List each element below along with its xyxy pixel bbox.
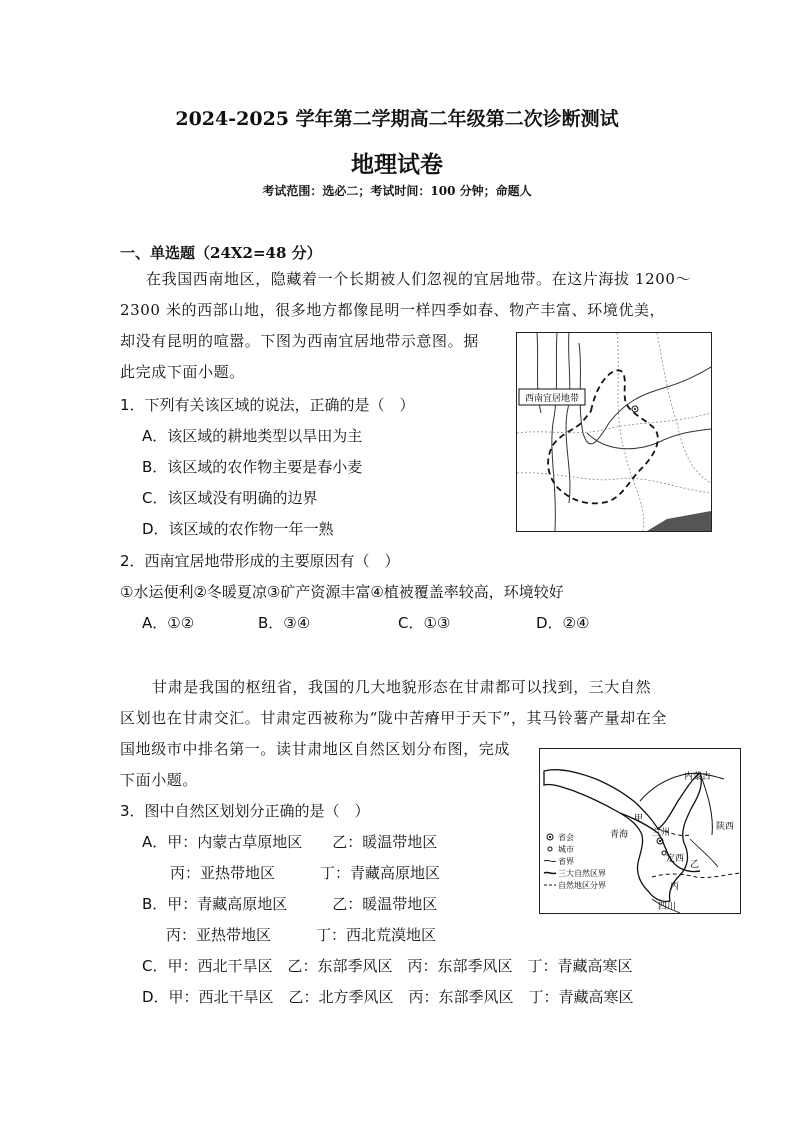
q1-option-b[interactable]: B．该区域的农作物主要是春小麦 bbox=[142, 458, 363, 476]
q3-option-a-line1[interactable]: A．甲：内蒙古草原地区 乙：暖温带地区 bbox=[142, 833, 438, 851]
label-sichuan: 四川 bbox=[658, 902, 677, 912]
q2-choices: ①水运便利②冬暖夏凉③矿产资源丰富④植被覆盖率较高，环境较好 bbox=[120, 583, 564, 601]
q1-option-d[interactable]: D．该区域的农作物一年一熟 bbox=[142, 520, 334, 538]
passage2-line-1: 甘肃是我国的枢纽省，我国的几大地貌形态在甘肃都可以找到，三大自然 bbox=[152, 678, 652, 696]
q2-option-a[interactable]: A．①② bbox=[142, 614, 195, 632]
label-lanzhou: 兰州 bbox=[652, 828, 671, 838]
passage1-line-4: 此完成下面小题。 bbox=[120, 363, 245, 381]
passage1-line-3: 却没有昆明的喧嚣。下图为西南宜居地带示意图。据 bbox=[120, 332, 479, 350]
passage1-line-2: 2300 米的西部山地，很多地方都像昆明一样四季如春、物产丰富、环境优美， bbox=[120, 301, 666, 319]
q3-option-c[interactable]: C．甲：西北干旱区 乙：东部季风区 丙：东部季风区 丁：青藏高寒区 bbox=[142, 957, 633, 975]
passage2-line-3: 国地级市中排名第一。读甘肃地区自然区划分布图，完成 bbox=[120, 740, 511, 758]
q3-option-d[interactable]: D．甲：西北干旱区 乙：北方季风区 丙：东部季风区 丁：青藏高寒区 bbox=[142, 988, 634, 1006]
label-jia: 甲 bbox=[634, 814, 644, 824]
q2-option-c[interactable]: C．①③ bbox=[398, 614, 451, 632]
q1-option-a[interactable]: A．该区域的耕地类型以旱田为主 bbox=[142, 427, 363, 445]
q3-option-b-line1[interactable]: B．甲：青藏高原地区 乙：暖温带地区 bbox=[142, 895, 438, 913]
passage2-line-2: 区划也在甘肃交汇。甘肃定西被称为“陇中苦瘠甲于天下”，其马铃薯产量却在全 bbox=[120, 709, 667, 727]
legend-three-regions: 三大自然区界 bbox=[558, 869, 606, 878]
legend-province-border: 省界 bbox=[558, 857, 574, 866]
q3-stem: 3．图中自然区划划分正确的是（ ） bbox=[120, 802, 370, 820]
passage1-line-1: 在我国西南地区，隐藏着一个长期被人们忽视的宜居地带。在这片海拔 1200～ bbox=[146, 270, 692, 288]
q2-stem: 2．西南宜居地带形成的主要原因有（ ） bbox=[120, 552, 400, 570]
legend-capital: 省会 bbox=[558, 833, 574, 842]
southwest-livable-belt-map bbox=[516, 332, 712, 532]
southwest-map-figure bbox=[517, 333, 711, 531]
q3-option-b-line2[interactable]: 丙：亚热带地区 丁：西北荒漠地区 bbox=[166, 926, 437, 944]
q1-stem: 1．下列有关该区域的说法，正确的是（ ） bbox=[120, 396, 415, 414]
label-shaanxi: 陕西 bbox=[716, 822, 735, 832]
q1-option-c[interactable]: C．该区域没有明确的边界 bbox=[142, 489, 318, 507]
subject-title: 地理试卷 bbox=[351, 151, 443, 178]
q3-option-a-line2[interactable]: 丙：亚热带地区 丁：青藏高原地区 bbox=[170, 864, 441, 882]
map2-legend bbox=[544, 832, 606, 890]
q2-option-b[interactable]: B．③④ bbox=[258, 614, 311, 632]
label-dingxi: 定西 bbox=[666, 854, 685, 864]
section-heading: 一、单选题（24X2=48 分） bbox=[120, 244, 322, 262]
gansu-map-figure bbox=[540, 749, 740, 913]
label-qinghai: 青海 bbox=[610, 830, 629, 840]
exam-info: 考试范围：选必二；考试时间：100 分钟；命题人 bbox=[262, 184, 532, 198]
legend-city: 城市 bbox=[558, 845, 574, 854]
legend-natural-region: 自然地区分界 bbox=[558, 881, 606, 890]
label-neimenggu: 内蒙古 bbox=[684, 772, 712, 782]
map1-label: 西南宜居地带 bbox=[524, 394, 580, 404]
label-bing: 丙 bbox=[670, 882, 680, 892]
label-yi: 乙 bbox=[690, 860, 700, 870]
exam-title: 2024-2025 学年第二学期高二年级第二次诊断测试 bbox=[175, 108, 619, 130]
gansu-natural-regions-map bbox=[539, 748, 741, 914]
q2-option-d[interactable]: D．②④ bbox=[536, 614, 590, 632]
passage2-line-4: 下面小题。 bbox=[120, 771, 199, 789]
